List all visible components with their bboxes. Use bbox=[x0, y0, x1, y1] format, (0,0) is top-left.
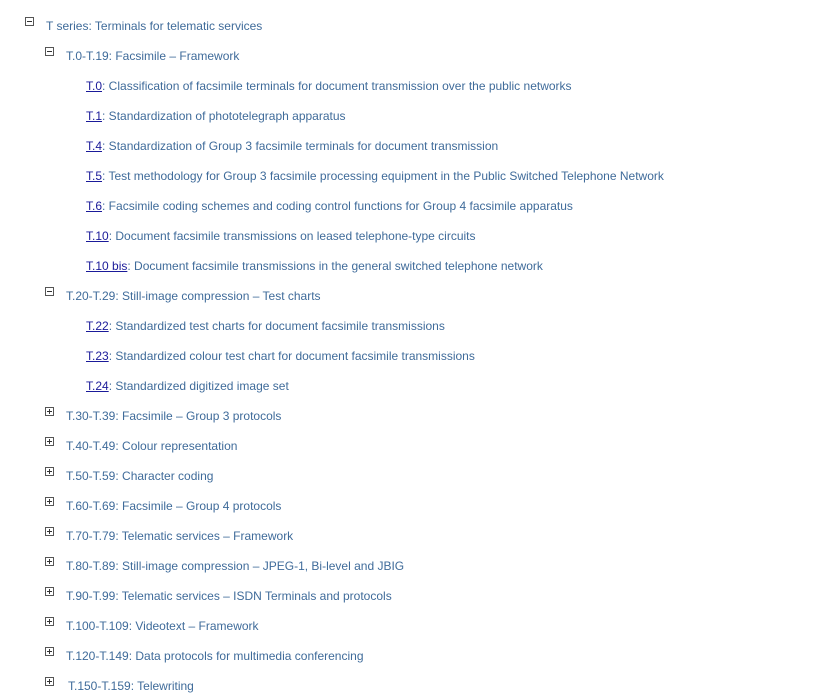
expand-plus-icon[interactable] bbox=[45, 557, 54, 566]
recommendation-link[interactable]: T.0 bbox=[86, 79, 103, 93]
recommendation-title: : Document facsimile transmissions on leased telephone-type circuits bbox=[108, 229, 476, 243]
recommendation-item bbox=[86, 316, 445, 336]
expand-plus-icon[interactable] bbox=[45, 407, 54, 416]
recommendation-title: : Standardization of Group 3 facsimile terminals for document transmission bbox=[102, 139, 499, 153]
recommendation-title: : Standardized colour test chart for document facsimile transmissions bbox=[108, 349, 475, 363]
recommendation-item bbox=[86, 136, 498, 156]
tree-group bbox=[0, 496, 814, 516]
recommendation-title: : Test methodology for Group 3 facsimile processing equipment in the Public Switched Telephone Network bbox=[102, 169, 664, 183]
recommendation-item bbox=[86, 346, 475, 366]
expand-plus-icon[interactable] bbox=[45, 647, 54, 656]
tree-group-label[interactable]: T.0-T.19: Facsimile – Framework bbox=[66, 49, 240, 63]
tree-group-label[interactable]: T.90-T.99: Telematic services – ISDN Terminals and protocols bbox=[66, 589, 392, 603]
recommendation-item bbox=[86, 76, 572, 96]
tree-group-label[interactable]: T.60-T.69: Facsimile – Group 4 protocols bbox=[66, 499, 282, 513]
recommendation-link[interactable]: T.10 bis bbox=[86, 259, 128, 273]
expand-plus-icon[interactable] bbox=[45, 497, 54, 506]
tree-group-label[interactable]: T.80-T.89: Still-image compression – JPEG-1, Bi-level and JBIG bbox=[66, 559, 405, 573]
recommendation-item bbox=[86, 256, 543, 276]
recommendation-link[interactable]: T.22 bbox=[86, 319, 109, 333]
tree-group-label[interactable]: T.30-T.39: Facsimile – Group 3 protocols bbox=[66, 409, 282, 423]
recommendation-link[interactable]: T.23 bbox=[86, 349, 109, 363]
expand-plus-icon[interactable] bbox=[45, 527, 54, 536]
recommendation-title: : Standardization of phototelegraph apparatus bbox=[102, 109, 346, 123]
recommendation-item bbox=[86, 376, 289, 396]
expand-plus-icon[interactable] bbox=[45, 437, 54, 446]
tree-group-label[interactable]: T.100-T.109: Videotext – Framework bbox=[66, 619, 259, 633]
recommendation-item bbox=[86, 196, 573, 216]
tree-group bbox=[0, 586, 814, 606]
expand-plus-icon[interactable] bbox=[45, 587, 54, 596]
tree-group bbox=[0, 676, 814, 696]
recommendation-title: : Facsimile coding schemes and coding control functions for Group 4 facsimile apparatus bbox=[102, 199, 573, 213]
recommendation-item bbox=[86, 106, 346, 126]
recommendation-title: : Standardized test charts for document facsimile transmissions bbox=[108, 319, 445, 333]
tree-group-label[interactable]: T.40-T.49: Colour representation bbox=[66, 439, 238, 453]
tree-group-label[interactable]: T.70-T.79: Telematic services – Framework bbox=[66, 529, 294, 543]
tree-group bbox=[0, 466, 814, 486]
recommendation-link[interactable]: T.10 bbox=[86, 229, 109, 243]
expand-plus-icon[interactable] bbox=[45, 467, 54, 476]
recommendation-title: : Classification of facsimile terminals for document transmission over the public networks bbox=[102, 79, 572, 93]
recommendation-title: : Standardized digitized image set bbox=[108, 379, 289, 393]
tree-group bbox=[0, 286, 814, 306]
tree-group bbox=[0, 406, 814, 426]
recommendation-link[interactable]: T.6 bbox=[86, 199, 103, 213]
tree-root bbox=[0, 16, 814, 36]
tree-group bbox=[0, 646, 814, 666]
tree-group-label[interactable]: T.150-T.159: Telewriting bbox=[68, 679, 194, 693]
collapse-minus-icon[interactable] bbox=[45, 287, 54, 296]
collapse-minus-icon[interactable] bbox=[45, 47, 54, 56]
recommendation-link[interactable]: T.5 bbox=[86, 169, 103, 183]
expand-plus-icon[interactable] bbox=[45, 677, 54, 686]
recommendation-item bbox=[86, 166, 664, 186]
tree-group-label[interactable]: T.50-T.59: Character coding bbox=[66, 469, 214, 483]
tree-group-label[interactable]: T.120-T.149: Data protocols for multimedia conferencing bbox=[66, 649, 364, 663]
tree-group bbox=[0, 526, 814, 546]
tree-root-label[interactable]: T series: Terminals for telematic services bbox=[46, 19, 263, 33]
collapse-minus-icon[interactable] bbox=[25, 17, 34, 26]
tree-group bbox=[0, 436, 814, 456]
recommendation-link[interactable]: T.24 bbox=[86, 379, 109, 393]
tree-group bbox=[0, 46, 814, 66]
recommendation-link[interactable]: T.1 bbox=[86, 109, 103, 123]
recommendation-item bbox=[86, 226, 476, 246]
tree-group bbox=[0, 616, 814, 636]
tree-group-label[interactable]: T.20-T.29: Still-image compression – Test charts bbox=[66, 289, 321, 303]
recommendation-title: : Document facsimile transmissions in the general switched telephone network bbox=[127, 259, 543, 273]
recommendation-link[interactable]: T.4 bbox=[86, 139, 103, 153]
expand-plus-icon[interactable] bbox=[45, 617, 54, 626]
tree-group bbox=[0, 556, 814, 576]
